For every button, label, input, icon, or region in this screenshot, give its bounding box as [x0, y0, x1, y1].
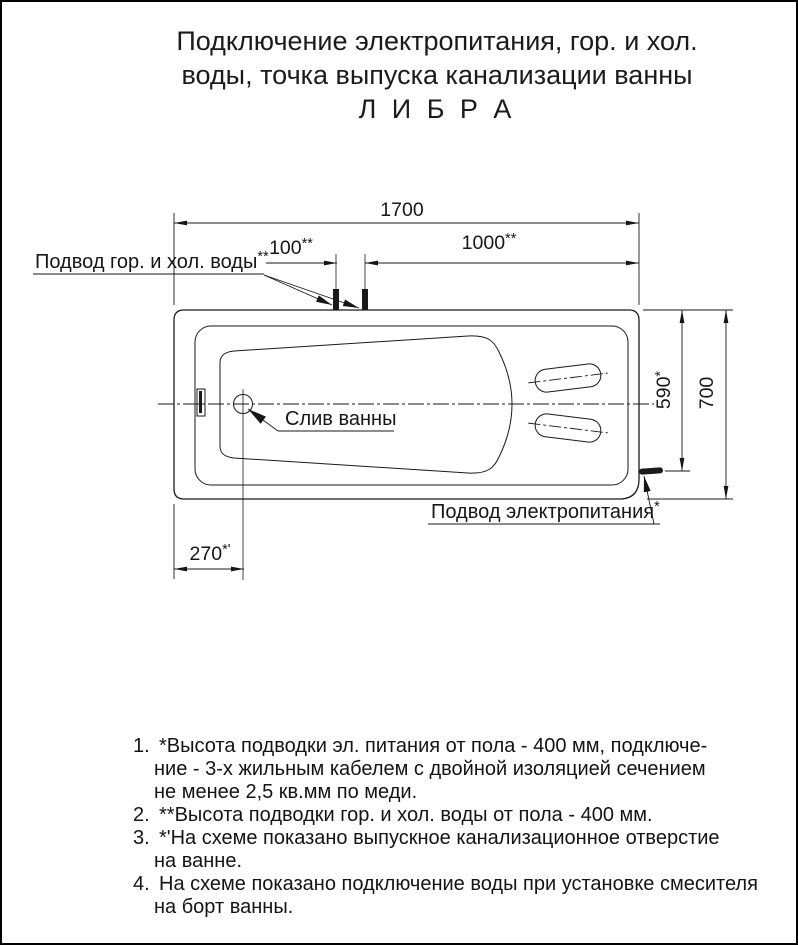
note-text: *Высота подводки эл. питания от пола - 400 мм, подключе- — [159, 735, 708, 757]
dim-width-text — [696, 377, 718, 410]
note-3-line-1 — [133, 827, 758, 850]
dim-water-pitch-value: 100 — [269, 237, 302, 259]
note-1-line-2: ние - 3-х жильным кабелем с двойной изоляцией сечением — [154, 758, 706, 780]
water-supply-label — [35, 249, 269, 273]
overflow-fill — [199, 391, 202, 413]
dim-length-value: 1700 — [380, 199, 424, 221]
dim-270 — [174, 504, 244, 579]
dim-water-pitch-suffix: ** — [301, 236, 313, 252]
note-number: 2. — [133, 804, 150, 826]
dim-100 — [266, 236, 337, 263]
title-line-1: Подключение электропитания, гор. и хол. — [176, 26, 698, 56]
note-number: 1. — [133, 735, 150, 757]
note-text: *'На схеме показано выпускное канализационное отверстие — [159, 827, 720, 849]
water-supply-label-suffix: ** — [257, 249, 269, 265]
tub-rim-outer — [174, 310, 639, 499]
water-pipes — [333, 254, 368, 310]
title-line-2: воды, точка выпуска канализации ванны — [181, 60, 693, 90]
note-4-line-2: на борт ванны. — [154, 896, 294, 918]
dim-width-value: 700 — [696, 376, 718, 410]
power-connection-mark — [639, 467, 663, 475]
power-supply-label-text: Подвод электропитания — [431, 501, 655, 523]
leader-line — [264, 275, 359, 308]
dim-drain-offset-value: 270 — [189, 543, 223, 565]
leader-line — [248, 409, 278, 431]
water-supply-label-text: Подвод гор. и хол. воды — [35, 251, 258, 273]
note-number: 3. — [133, 827, 150, 849]
drain-label — [285, 408, 396, 430]
power-supply-label-suffix: * — [654, 499, 660, 515]
grip-oval-bottom — [527, 412, 609, 445]
dim-drain-offset-suffix: *' — [222, 542, 231, 558]
bathtub-outline — [174, 310, 639, 499]
notes-list — [133, 735, 758, 919]
grip-oval-top — [527, 362, 609, 395]
note-3-line-2: на ванне. — [154, 850, 243, 872]
leader-line — [264, 275, 332, 305]
power-supply-label — [431, 499, 660, 523]
dim-water-to-edge-value: 1000 — [461, 232, 506, 254]
note-2-line-1 — [133, 804, 758, 827]
dim-water-pitch-text — [269, 236, 313, 259]
dim-power-from-top-suffix: * — [653, 370, 669, 377]
grip-oval-axis — [528, 423, 607, 433]
dim-power-from-top-value: 590 — [653, 376, 675, 410]
water-pipe-right — [362, 289, 368, 310]
grip-oval-outline — [534, 363, 602, 394]
dim-drain-offset-text — [190, 542, 231, 565]
note-text: На схеме показано подключение воды при установке смесителя — [159, 873, 758, 895]
dim-1000 — [365, 231, 639, 263]
note-1-line-3: не менее 2,5 кв.мм по меди. — [154, 781, 418, 803]
label-water-supply — [33, 249, 359, 308]
grip-oval-outline — [534, 413, 602, 444]
label-drain — [248, 408, 396, 431]
note-number: 4. — [133, 873, 150, 895]
tub-basin — [220, 336, 512, 473]
overflow-slot — [197, 389, 205, 416]
note-4-line-1 — [133, 873, 758, 896]
grip-oval-axis — [528, 373, 607, 383]
dim-590 — [643, 310, 733, 471]
note-text: **Высота подводки гор. и хол. воды от пола - 400 мм. — [159, 804, 653, 826]
dim-water-to-edge-text — [462, 231, 517, 254]
label-power-supply — [428, 476, 660, 524]
tub-rim-inner — [195, 326, 628, 485]
note-1-line-1 — [133, 735, 758, 758]
dim-power-from-top-text — [653, 371, 675, 410]
dim-length-text — [380, 199, 424, 221]
dim-water-to-edge-suffix: ** — [505, 231, 517, 247]
title-line-3: Л И Б Р А — [358, 94, 516, 124]
drain-label-text: Слив ванны — [285, 408, 397, 430]
